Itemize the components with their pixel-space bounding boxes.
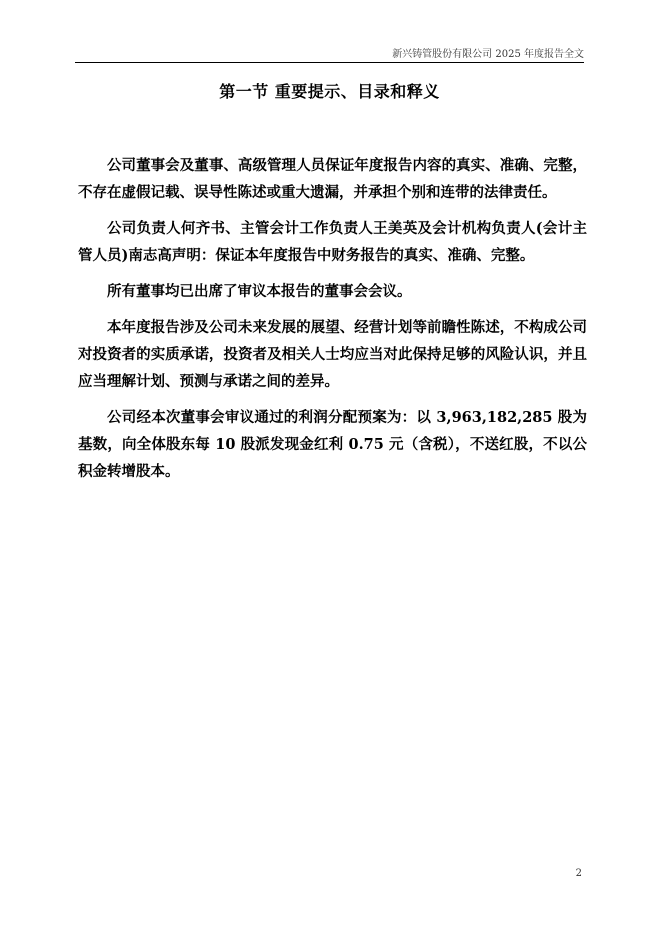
header-divider <box>75 62 584 63</box>
paragraph-forward-looking-statements: 本年度报告涉及公司未来发展的展望、经营计划等前瞻性陈述，不构成公司对投资者的实质承诺，投资者及相关人士均应当对此保持足够的风险认识，并且应当理解计划、预测与承诺之间的差异。 <box>78 319 587 390</box>
running-header: 新兴铸管股份有限公司 2025 年度报告全文 <box>392 49 584 60</box>
paragraph-profit-distribution: 公司经本次董事会审议通过的利润分配预案为：以 3,963,182,285 股为基数，向全体股东每 10 股派发现金红利 0.75 元（含税），不送红股，不以公积金转增股本。 <box>78 409 587 480</box>
important-notice-body <box>78 152 587 494</box>
paragraph-responsible-persons-statement: 公司负责人何齐书、主管会计工作负责人王美英及会计机构负责人(会计主管人员)南志高声明：保证本年度报告中财务报告的真实、准确、完整。 <box>78 220 587 264</box>
section-title: 第一节 重要提示、目录和释义 <box>219 82 440 101</box>
page-number: 2 <box>575 868 582 879</box>
paragraph-directors-attendance: 所有董事均已出席了审议本报告的董事会会议。 <box>107 283 412 300</box>
paragraph-board-guarantee: 公司董事会及董事、高级管理人员保证年度报告内容的真实、准确、完整，不存在虚假记载、误导性陈述或重大遗漏，并承担个别和连带的法律责任。 <box>78 157 587 201</box>
